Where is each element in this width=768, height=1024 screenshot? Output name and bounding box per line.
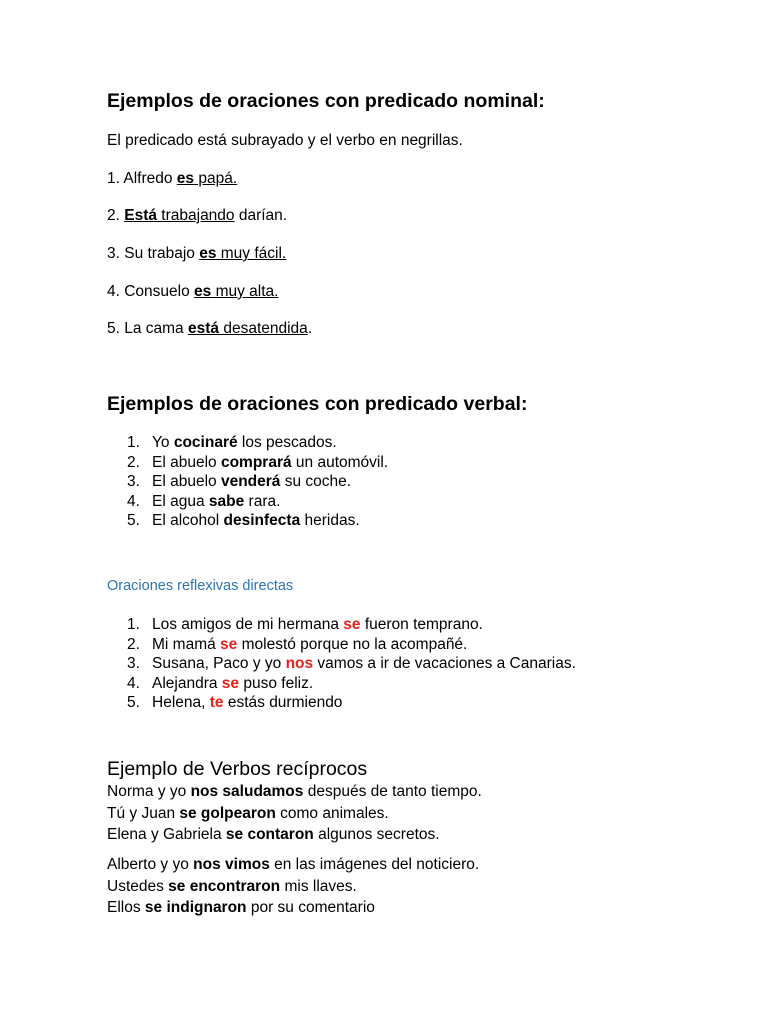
reciprocal-line: Ustedes se encontraron mis llaves. — [107, 877, 357, 895]
list-item: 3. Susana, Paco y yo nos vamos a ir de vacaciones a Canarias. — [127, 655, 576, 672]
verb: es — [194, 283, 212, 300]
list-item: 2. Mi mamá se molestó porque no la acompañé. — [127, 635, 468, 653]
nominal-item-1: 1. Alfredo es papá. — [107, 170, 238, 187]
reflexive-heading: Oraciones reflexivas directas — [107, 578, 294, 594]
list-item: 1. Los amigos de mi hermana se fueron temprano. — [127, 616, 483, 633]
list-item: 4. El agua sabe rara. — [127, 492, 281, 510]
verbal-list — [107, 433, 388, 531]
reciprocal-line: Ellos se indignaron por su comentario — [107, 899, 375, 916]
reflexive-list — [107, 615, 576, 713]
reciprocal-heading: Ejemplo de Verbos recíprocos — [107, 758, 368, 780]
nominal-intro: El predicado está subrayado y el verbo en negrillas. — [107, 132, 463, 149]
nominal-item-5: 5. La cama está desatendida. — [107, 320, 313, 337]
nominal-heading: Ejemplos de oraciones con predicado nominal: — [107, 90, 545, 112]
reciprocal-line: Tú y Juan se golpearon como animales. — [107, 804, 389, 822]
list-item: 3. El abuelo venderá su coche. — [127, 473, 352, 490]
list-item: 4. Alejandra se puso feliz. — [127, 674, 314, 692]
verb: está — [188, 320, 220, 337]
verb: Está — [124, 207, 157, 224]
verb: es — [176, 170, 195, 187]
list-item: 1. Yo cocinaré los pescados. — [127, 434, 337, 451]
list-item: 2. El abuelo comprará un automóvil. — [127, 453, 389, 471]
reciprocal-line: Alberto y yo nos vimos en las imágenes del noticiero. — [107, 856, 480, 873]
nominal-item-3: 3. Su trabajo es muy fácil. — [107, 245, 287, 262]
verbal-heading: Ejemplos de oraciones con predicado verbal: — [107, 393, 528, 415]
list-item: 5. El alcohol desinfecta heridas. — [127, 512, 360, 529]
reciprocal-line: Elena y Gabriela se contaron algunos secretos. — [107, 826, 440, 843]
list-item: 5. Helena, te estás durmiendo — [127, 694, 343, 711]
nominal-item-2: 2. Está trabajando darían. — [107, 207, 288, 224]
reciprocal-group-2 — [107, 854, 479, 919]
reciprocal-line: Norma y yo nos saludamos después de tanto tiempo. — [107, 783, 482, 800]
reciprocal-group-1 — [107, 781, 482, 846]
verb: es — [199, 245, 217, 262]
nominal-item-4: 4. Consuelo es muy alta. — [107, 283, 279, 300]
